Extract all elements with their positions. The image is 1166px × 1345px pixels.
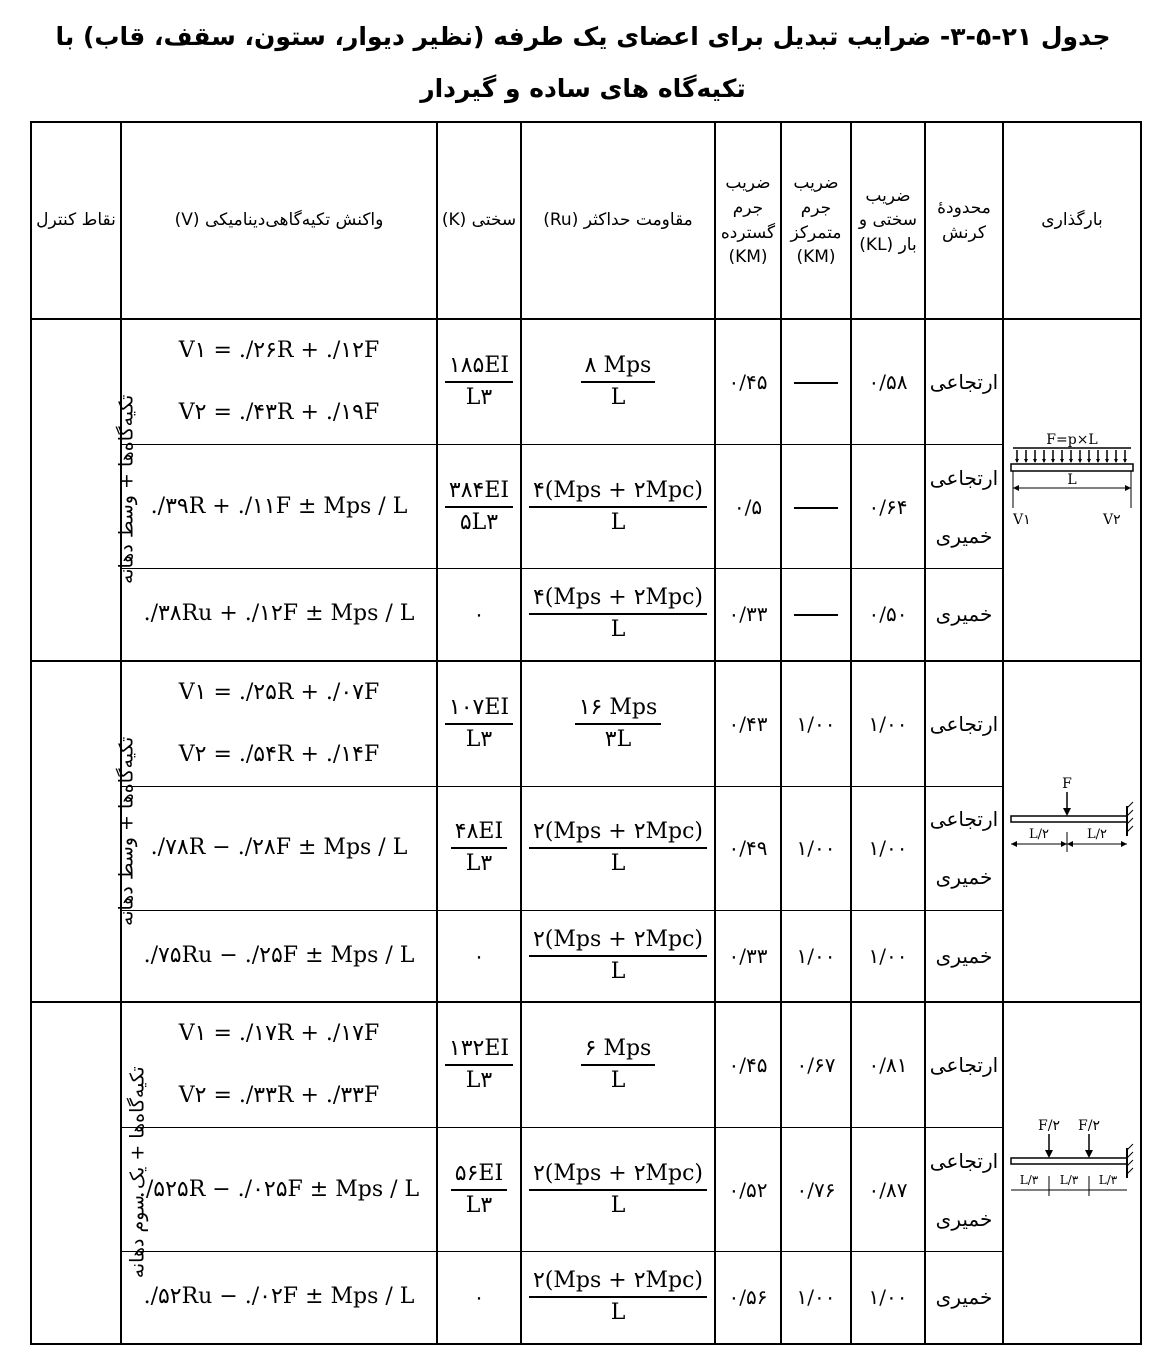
resistance-denominator: L	[610, 851, 626, 876]
resistance-denominator: ۳L	[604, 726, 632, 752]
stiffness-numerator: ۳۸۴EI	[445, 476, 513, 508]
table-row	[31, 1252, 1141, 1344]
control-points-label: تکیه‌گاه‌ها + وسط دهانه	[115, 736, 138, 926]
loading-diagram-cell	[1003, 1002, 1141, 1344]
reaction-formula: V۲ = ./۳۳R + ./۳۳F	[178, 1083, 380, 1108]
header-km-concentrated: ضریب جرم متمرکز (KM)	[781, 122, 851, 319]
km-concentrated-cell	[781, 445, 851, 569]
reaction-formula: ./۷۵Ru − ./۲۵F ± Mps / L	[143, 942, 415, 968]
stiffness-value: ۰	[473, 602, 485, 627]
stiffness-fraction	[451, 1159, 507, 1221]
reaction-formula: ./۵۲Ru − ./۰۲F ± Mps / L	[143, 1284, 415, 1310]
point-load-2-label: F/۲	[1078, 1117, 1100, 1134]
reaction-formula: ./۷۸R − ./۲۸F ± Mps / L	[150, 835, 408, 860]
strain-range-cell	[925, 569, 1003, 661]
reaction-formula: V۲ = ./۵۴R + ./۱۴F	[178, 741, 380, 767]
table-row	[31, 1128, 1141, 1252]
load-label: F=p×L	[1046, 431, 1098, 448]
strain-range-cell	[925, 445, 1003, 569]
kl-cell	[851, 319, 925, 445]
km-concentrated-value: ۱/۰۰	[796, 836, 836, 860]
stiffness-cell	[437, 445, 521, 569]
resistance-denominator: L	[610, 509, 626, 535]
kl-value: ۰/۸۷	[868, 1177, 908, 1202]
table-row	[31, 661, 1141, 787]
conversion-factors-table	[30, 121, 1142, 1345]
km-concentrated-value: ۰/۶۷	[796, 1053, 836, 1077]
control-points-cell	[31, 661, 138, 1003]
stiffness-numerator: ۴۸EI	[451, 817, 507, 849]
strain-range-value: ارتجاعی خمیری	[929, 465, 999, 548]
stiffness-denominator: L۳	[465, 1068, 493, 1093]
km-concentrated-cell	[781, 910, 851, 1002]
km-concentrated-value: ۱/۰۰	[796, 711, 836, 736]
table-row	[31, 910, 1141, 1002]
kl-value: ۰/۸۱	[868, 1053, 908, 1077]
resistance-numerator: ۶ Mps	[581, 1034, 656, 1066]
reaction-formula: V۱ = ./۱۷R + ./۱۷F	[178, 1021, 380, 1046]
km-distributed-value: ۰/۴۵	[728, 370, 768, 394]
header-kl: ضریب سختی و بار (KL)	[851, 122, 925, 319]
km-concentrated-cell	[781, 319, 851, 445]
resistance-fraction	[581, 351, 656, 413]
km-distributed-value: ۰/۴۳	[728, 711, 768, 736]
resistance-cell	[521, 319, 715, 445]
kl-cell	[851, 569, 925, 661]
km-distributed-cell	[715, 319, 781, 445]
km-distributed-cell	[715, 1002, 781, 1128]
reaction-formula: ./۳۹R + ./۱۱F ± Mps / L	[150, 493, 408, 519]
resistance-denominator: L	[610, 1068, 626, 1093]
strain-range-value: ارتجاعی خمیری	[929, 807, 999, 889]
strain-range-cell	[925, 1002, 1003, 1128]
stiffness-denominator: L۳	[465, 851, 493, 876]
km-distributed-cell	[715, 786, 781, 910]
table-row	[31, 319, 1141, 445]
resistance-cell	[521, 910, 715, 1002]
stiffness-cell	[437, 786, 521, 910]
resistance-cell	[521, 786, 715, 910]
strain-range-value: خمیری	[935, 602, 993, 627]
header-control-points: نقاط کنترل	[31, 122, 121, 319]
resistance-fraction	[529, 817, 707, 879]
kl-value: ۱/۰۰	[868, 943, 908, 968]
resistance-fraction	[529, 583, 707, 645]
resistance-cell	[521, 445, 715, 569]
strain-range-cell	[925, 661, 1003, 787]
span-label: L	[1067, 471, 1077, 488]
km-concentrated-dash	[794, 507, 838, 509]
header-stiffness: سختی (K)	[437, 122, 521, 319]
point-load-label: F	[1062, 776, 1072, 793]
resistance-denominator: L	[610, 958, 626, 984]
stiffness-fraction	[445, 693, 513, 755]
strain-range-cell	[925, 1252, 1003, 1344]
reaction-cell	[121, 1252, 437, 1344]
km-distributed-cell	[715, 1128, 781, 1252]
table-row	[31, 445, 1141, 569]
km-concentrated-value: ۰/۷۶	[796, 1177, 836, 1202]
header-row	[31, 122, 1141, 319]
table-row	[31, 1002, 1141, 1128]
reaction-formula: V۱ = ./۲۵R + ./۰۷F	[178, 679, 380, 705]
resistance-numerator: ۲(Mps + ۲Mpc)	[529, 1159, 707, 1191]
kl-cell	[851, 445, 925, 569]
kl-cell	[851, 1252, 925, 1344]
km-concentrated-dash	[794, 382, 838, 384]
km-distributed-value: ۰/۵۲	[728, 1177, 768, 1202]
kl-value: ۱/۰۰	[868, 836, 908, 860]
km-distributed-cell	[715, 445, 781, 569]
resistance-denominator: L	[610, 1192, 626, 1218]
km-distributed-value: ۰/۴۹	[728, 836, 768, 860]
km-distributed-value: ۰/۳۳	[728, 943, 768, 968]
resistance-fraction	[581, 1034, 656, 1096]
stiffness-cell	[437, 319, 521, 445]
header-resistance: مقاومت حداکثر (Ru)	[521, 122, 715, 319]
reaction-formula: V۲ = ./۴۳R + ./۱۹F	[178, 400, 380, 425]
strain-range-value: ارتجاعی	[929, 711, 999, 736]
stiffness-fraction	[445, 1034, 513, 1096]
loading-diagram-cell	[1003, 319, 1141, 661]
resistance-cell	[521, 569, 715, 661]
km-concentrated-cell	[781, 1002, 851, 1128]
kl-value: ۱/۰۰	[868, 1285, 908, 1310]
header-reaction: واکنش تکیه‌گاهی‌دینامیکی (V)	[121, 122, 437, 319]
km-concentrated-cell	[781, 786, 851, 910]
point-load-1-label: F/۲	[1038, 1117, 1060, 1134]
point-load-diagram	[1007, 774, 1137, 884]
stiffness-denominator: L۳	[465, 385, 493, 410]
reaction-formula: V۱ = ./۲۶R + ./۱۲F	[178, 338, 380, 363]
stiffness-numerator: ۱۳۲EI	[445, 1034, 513, 1066]
reaction-cell	[121, 445, 437, 569]
km-concentrated-cell	[781, 661, 851, 787]
third-span-2-label: L/۳	[1059, 1172, 1079, 1187]
km-distributed-value: ۰/۴۵	[728, 1053, 768, 1077]
header-loading: بارگذاری	[1003, 122, 1141, 319]
resistance-numerator: ۸ Mps	[581, 351, 656, 383]
stiffness-cell	[437, 569, 521, 661]
stiffness-value: ۰	[473, 1285, 485, 1310]
strain-range-cell	[925, 1128, 1003, 1252]
km-distributed-value: ۰/۳۳	[728, 602, 768, 627]
loading-diagram-cell	[1003, 661, 1141, 1003]
resistance-cell	[521, 1002, 715, 1128]
third-span-3-label: L/۳	[1098, 1172, 1118, 1187]
strain-range-cell	[925, 786, 1003, 910]
resistance-numerator: ۲(Mps + ۲Mpc)	[529, 817, 707, 849]
stiffness-numerator: ۵۶EI	[451, 1159, 507, 1191]
reaction-cell	[121, 1002, 437, 1128]
resistance-numerator: ۲(Mps + ۲Mpc)	[529, 1266, 707, 1298]
stiffness-cell	[437, 1128, 521, 1252]
strain-range-value: ارتجاعی	[929, 1053, 999, 1077]
km-distributed-cell	[715, 661, 781, 787]
resistance-denominator: L	[610, 385, 626, 410]
km-concentrated-dash	[794, 614, 838, 616]
kl-cell	[851, 661, 925, 787]
reaction-v2-label: V۲	[1103, 511, 1121, 528]
strain-range-value: خمیری	[935, 943, 993, 968]
stiffness-denominator: L۳	[465, 726, 493, 752]
stiffness-value: ۰	[473, 943, 485, 968]
reaction-cell	[121, 569, 437, 661]
table-row	[31, 569, 1141, 661]
control-points-cell	[31, 1002, 149, 1344]
km-distributed-value: ۰/۵	[733, 494, 763, 519]
stiffness-denominator: L۳	[465, 1192, 493, 1218]
strain-range-cell	[925, 910, 1003, 1002]
km-distributed-cell	[715, 910, 781, 1002]
two-point-load-diagram	[1007, 1116, 1137, 1226]
kl-value: ۰/۵۰	[868, 602, 908, 627]
resistance-cell	[521, 661, 715, 787]
table-title-line2: تکیه‌گاه های ساده و گیردار	[420, 74, 746, 103]
stiffness-fraction	[445, 351, 513, 413]
reaction-v1-label: V۱	[1013, 511, 1031, 528]
left-half-span-label: L/۲	[1029, 827, 1049, 843]
strain-range-value: خمیری	[935, 1285, 993, 1310]
resistance-fraction	[529, 1266, 707, 1328]
reaction-cell	[121, 319, 437, 445]
kl-cell	[851, 910, 925, 1002]
stiffness-fraction	[445, 476, 513, 538]
third-span-1-label: L/۳	[1019, 1172, 1039, 1187]
km-concentrated-cell	[781, 569, 851, 661]
header-km-distributed: ضریب جرم گسترده (KM)	[715, 122, 781, 319]
table-body	[31, 319, 1141, 1344]
resistance-numerator: ۲(Mps + ۲Mpc)	[529, 925, 707, 957]
kl-value: ۰/۵۸	[868, 370, 908, 394]
stiffness-cell	[437, 1252, 521, 1344]
control-points-cell	[31, 319, 138, 661]
kl-cell	[851, 786, 925, 910]
reaction-cell	[121, 910, 437, 1002]
resistance-numerator: ۴(Mps + ۲Mpc)	[529, 583, 707, 615]
km-concentrated-cell	[781, 1252, 851, 1344]
km-concentrated-cell	[781, 1128, 851, 1252]
reaction-formula: ./۳۸Ru + ./۱۲F ± Mps / L	[143, 601, 415, 627]
header-strain-range: محدودۀ کرنش	[925, 122, 1003, 319]
reaction-cell	[121, 1128, 437, 1252]
resistance-cell	[521, 1252, 715, 1344]
resistance-denominator: L	[610, 617, 626, 643]
stiffness-fraction	[451, 817, 507, 879]
resistance-fraction	[529, 925, 707, 987]
resistance-numerator: ۴(Mps + ۲Mpc)	[529, 476, 707, 508]
control-points-label: تکیه‌گاه‌ها + یک سوم دهانه	[126, 1066, 149, 1279]
kl-value: ۰/۶۴	[868, 494, 908, 519]
reaction-cell	[121, 786, 437, 910]
strain-range-value: ارتجاعی خمیری	[929, 1148, 999, 1231]
km-distributed-value: ۰/۵۶	[728, 1285, 768, 1310]
resistance-denominator: L	[610, 1300, 626, 1326]
table-row	[31, 786, 1141, 910]
control-points-label: تکیه‌گاه‌ها + وسط دهانه	[115, 395, 138, 585]
stiffness-denominator: ۵L۳	[459, 509, 499, 535]
stiffness-cell	[437, 910, 521, 1002]
resistance-numerator: ۱۶ Mps	[575, 693, 662, 725]
stiffness-cell	[437, 1002, 521, 1128]
km-concentrated-value: ۱/۰۰	[796, 943, 836, 968]
kl-cell	[851, 1128, 925, 1252]
stiffness-cell	[437, 661, 521, 787]
stiffness-numerator: ۱۰۷EI	[445, 693, 513, 725]
strain-range-value: ارتجاعی	[929, 370, 999, 394]
resistance-cell	[521, 1128, 715, 1252]
kl-value: ۱/۰۰	[868, 711, 908, 736]
right-half-span-label: L/۲	[1087, 827, 1107, 843]
km-distributed-cell	[715, 1252, 781, 1344]
kl-cell	[851, 1002, 925, 1128]
km-distributed-cell	[715, 569, 781, 661]
stiffness-numerator: ۱۸۵EI	[445, 351, 513, 383]
resistance-fraction	[529, 476, 707, 538]
reaction-cell	[121, 661, 437, 787]
table-title-line1: جدول ۲۱-۵-۳- ضرایب تبدیل برای اعضای یک طرفه (نظیر دیوار، ستون، سقف، قاب) با	[55, 22, 1111, 51]
km-concentrated-value: ۱/۰۰	[796, 1285, 836, 1310]
resistance-fraction	[529, 1159, 707, 1221]
strain-range-cell	[925, 319, 1003, 445]
reaction-formula: ./۵۲۵R − ./۰۲۵F ± Mps / L	[138, 1176, 420, 1202]
resistance-fraction	[575, 693, 662, 755]
uniform-load-diagram	[1007, 428, 1137, 548]
